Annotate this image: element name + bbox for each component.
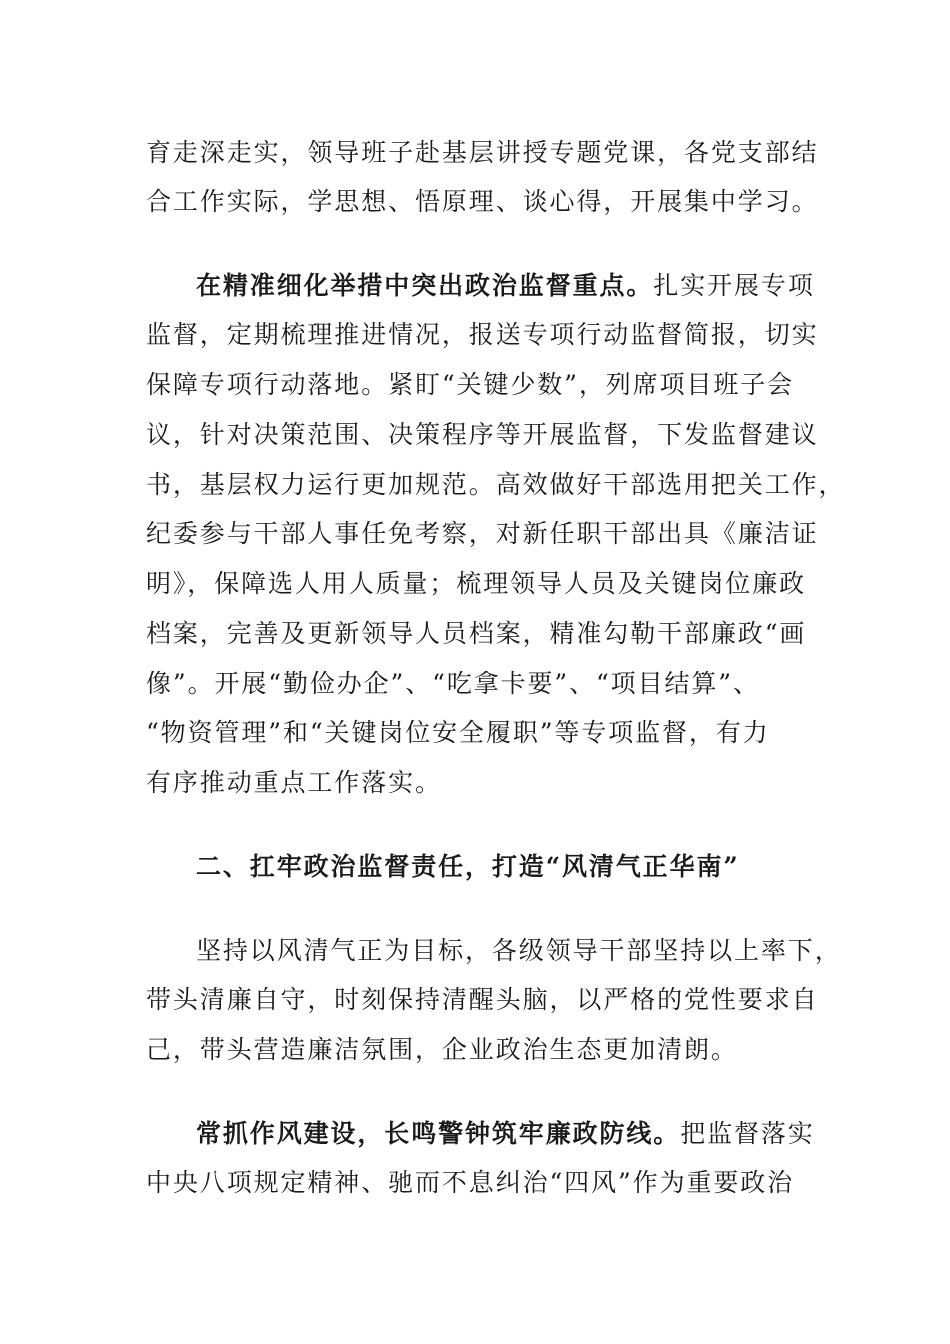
paragraph-2-line-5: 书，基层权力运行更加规范。高效做好干部选用把关工作， <box>146 470 846 499</box>
paragraph-2-line-7: 明》，保障选人用人质量；梳理领导人员及关键岗位廉政 <box>146 569 807 598</box>
paragraph-3-line-1: 坚持以风清气正为目标，各级领导干部坚持以上率下， <box>196 936 842 965</box>
paragraph-2-first-line-rest: 扎实开展专项 <box>653 271 815 300</box>
section-heading: 二、扛牢政治监督责任，打造“风清气正华南” <box>196 852 740 881</box>
paragraph-3-line-3: 己，带头营造廉洁氛围，企业政治生态更加清朗。 <box>146 1035 738 1064</box>
paragraph-2-line-4: 议，针对决策范围、决策程序等开展监督，下发监督建议 <box>146 420 819 449</box>
paragraph-3-line-2: 带头清廉自守，时刻保持清醒头脑，以严格的党性要求自 <box>146 985 819 1014</box>
paragraph-2-line-1 <box>196 270 815 302</box>
paragraph-4-lead: 常抓作风建设，长鸣警钟筑牢廉政防线。 <box>196 1119 681 1148</box>
paragraph-2-line-9: 像”。开展“勤俭办企”、“吃拿卡要”、“项目结算”、 <box>146 669 760 698</box>
paragraph-2-line-11: 有序推动重点工作落实。 <box>146 768 442 797</box>
paragraph-1-line-2: 合工作实际，学思想、悟原理、谈心得，开展集中学习。 <box>146 187 819 216</box>
paragraph-2-line-8: 档案，完善及更新领导人员档案，精准勾勒干部廉政“画 <box>146 619 807 648</box>
paragraph-2-line-6: 纪委参与干部人事任免考察，对新任职干部出具《廉洁证 <box>146 519 819 548</box>
paragraph-4-first-line-rest: 把监督落实 <box>680 1119 815 1148</box>
paragraph-4-line-1 <box>196 1118 815 1150</box>
paragraph-2-line-3: 保障专项行动落地。紧盯“关键少数”，列席项目班子会 <box>146 370 795 399</box>
paragraph-2-line-10: “物资管理”和“关键岗位安全履职”等专项监督，有力 <box>146 718 770 747</box>
paragraph-2-lead: 在精准细化举措中突出政治监督重点。 <box>196 271 654 300</box>
paragraph-4-line-2: 中央八项规定精神、驰而不息纠治“四风”作为重要政治 <box>146 1168 795 1197</box>
paragraph-2-line-2: 监督，定期梳理推进情况，报送专项行动监督简报，切实 <box>146 320 819 349</box>
paragraph-1-line-1: 育走深走实，领导班子赴基层讲授专题党课，各党支部结 <box>146 138 819 167</box>
